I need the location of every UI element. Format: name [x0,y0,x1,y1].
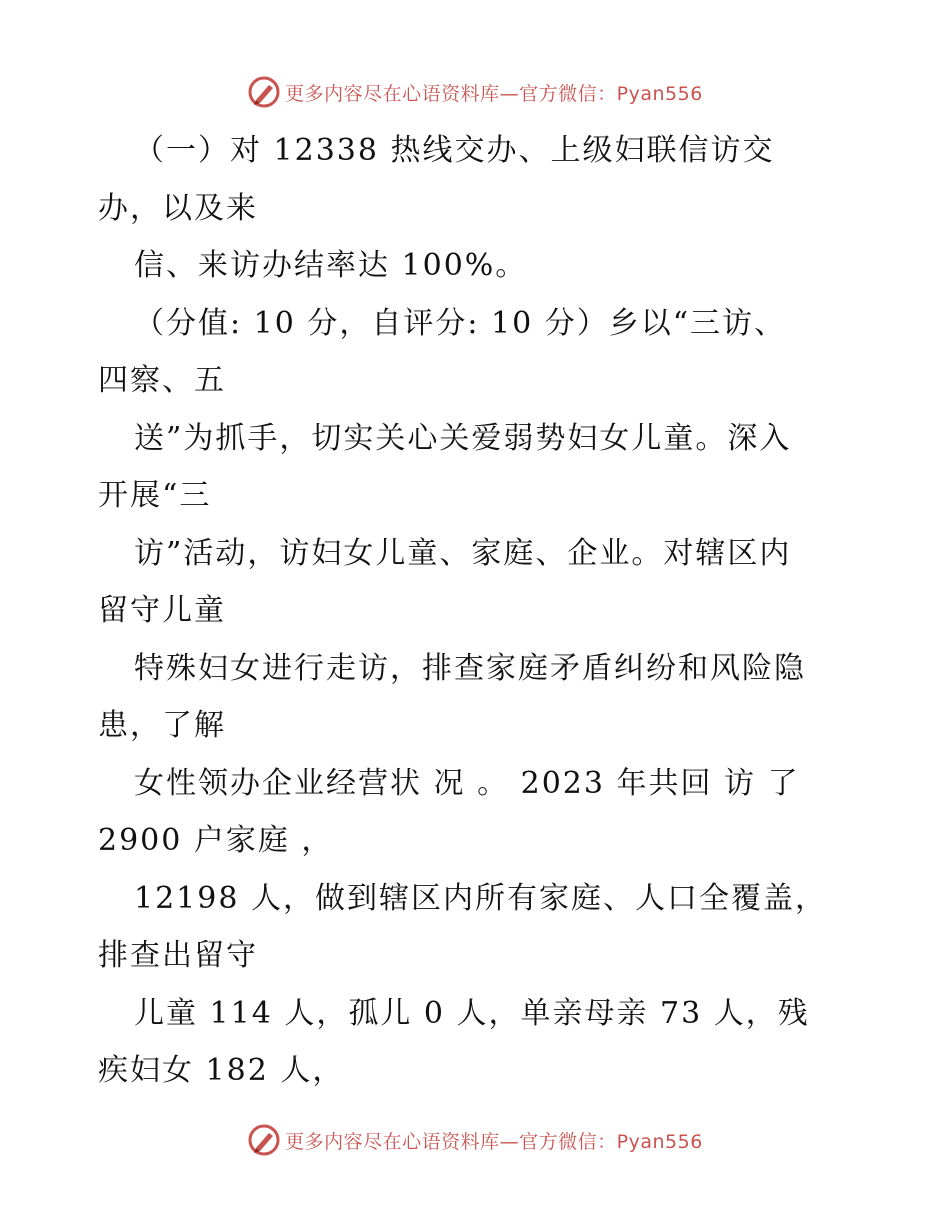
text-line-17: 疾妇女 182 人， [98,1053,345,1088]
text-line-2: 办，以及来 [98,190,258,226]
text-line-11: 患，了解 [98,708,226,743]
text-line-1: （一）对 12338 热线交办、上级妇联信访交 [134,133,775,168]
footer-banner [0,1120,950,1160]
text-line-7: 开展“三 [98,478,212,513]
text-line-8: 访”活动，访妇女儿童、家庭、企业。对辖区内 [134,535,792,571]
pen-logo-icon [247,75,281,109]
text-line-10: 特殊妇女进行走访，排查家庭矛盾纠纷和风险隐 [134,650,806,686]
text-line-5: 四察、五 [98,363,226,398]
text-line-15: 排查出留守 [98,938,258,973]
header-banner [0,72,950,112]
text-line-4: （分值: 10 分，自评分: 10 分）乡以“三访、 [134,305,787,341]
text-line-13: 2900 户家庭 ， [98,823,334,858]
text-line-6: 送”为抓手，切实关心关爱弱势妇女儿童。深入 [134,420,792,456]
text-line-12: 女性领办企业经营状 况 。 2023 年共回 访 了 [134,765,800,801]
pen-logo-icon [247,1123,281,1157]
text-line-16: 儿童 114 人，孤儿 0 人，单亲母亲 73 人，残 [134,995,810,1031]
text-line-3: 信、来访办结率达 100%。 [134,248,528,283]
footer-banner-text: 更多内容尽在心语资料库—官方微信：Pyan556 [285,1130,703,1153]
document-body [98,122,858,1100]
text-line-9: 留守儿童 [98,593,226,628]
header-banner-text: 更多内容尽在心语资料库—官方微信：Pyan556 [285,82,703,105]
text-line-14: 12198 人，做到辖区内所有家庭、人口全覆盖， [134,880,827,916]
